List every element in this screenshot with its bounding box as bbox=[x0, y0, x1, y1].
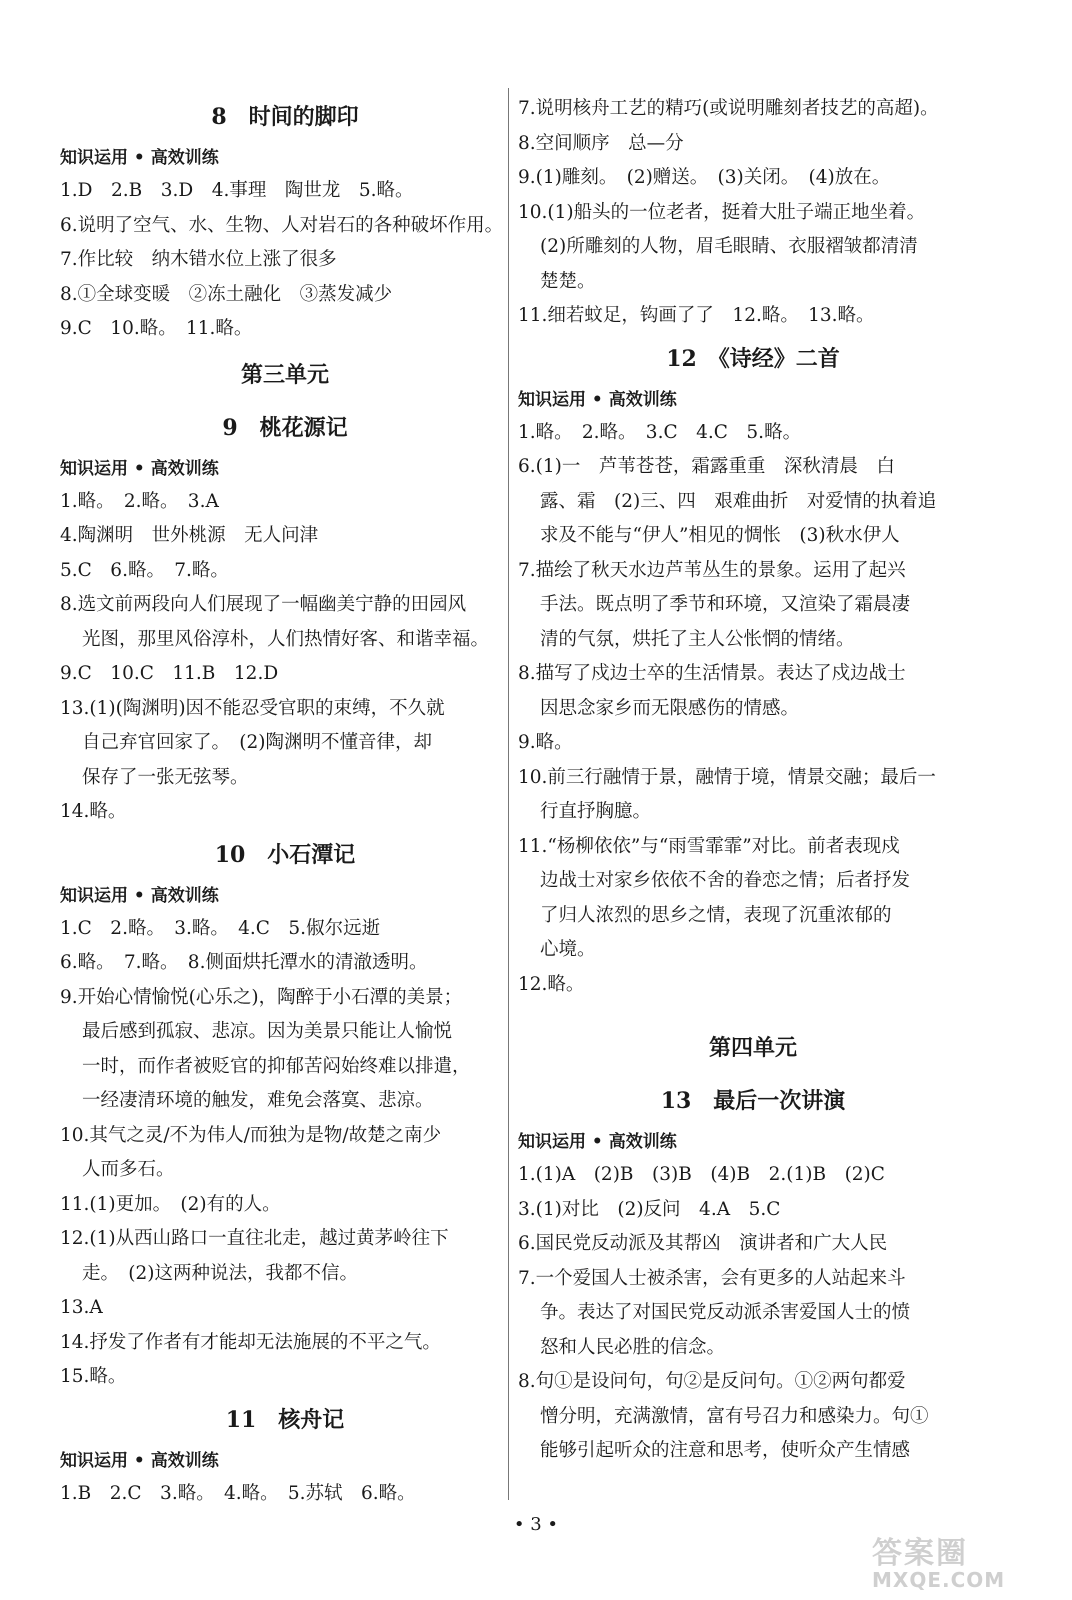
section-title-12: 12 《诗经》二首 bbox=[666, 345, 840, 372]
watermark-top: 答案圈 bbox=[872, 1536, 968, 1571]
unit-heading-4: 第四单元 bbox=[708, 1035, 797, 1061]
answer-line: 15.略。 bbox=[60, 1366, 127, 1387]
answer-line: 边战士对家乡依依不舍的眷恋之情；后者抒发 bbox=[540, 870, 911, 891]
unit-heading-3: 第三单元 bbox=[240, 361, 329, 388]
answer-line: 12.略。 bbox=[518, 973, 585, 995]
answer-line: 9.C 10.C 11.B 12.D bbox=[60, 663, 279, 684]
section-title-8: 8 时间的脚印 bbox=[211, 104, 359, 130]
answer-line: 手法。既点明了季节和环境，又渲染了霜晨凄 bbox=[540, 594, 911, 615]
answer-line: 5.C 6.略。 7.略。 bbox=[60, 559, 229, 581]
answer-line: 行直抒胸臆。 bbox=[540, 801, 652, 822]
answer-line: 争。表达了对国民党反动派杀害爱国人士的愤 bbox=[540, 1302, 911, 1323]
answer-line: 6.国民党反动派及其帮凶 演讲者和广大人民 bbox=[518, 1233, 888, 1254]
answer-line: 13.(1)(陶渊明)因不能忍受官职的束缚，不久就 bbox=[60, 697, 445, 719]
answer-line: 人而多石。 bbox=[82, 1159, 175, 1180]
section-title-9: 9 桃花源记 bbox=[222, 414, 348, 441]
answer-line: 9.略。 bbox=[518, 732, 573, 753]
answer-line: 7.描绘了秋天水边芦苇丛生的景象。运用了起兴 bbox=[518, 559, 906, 581]
answer-line: 怒和人民必胜的信念。 bbox=[540, 1336, 726, 1358]
answer-line: 1.D 2.B 3.D 4.事理 陶世龙 5.略。 bbox=[60, 180, 414, 201]
answer-line: 一经凄清环境的触发，难免会落寞、悲凉。 bbox=[82, 1090, 434, 1111]
answer-line: 走。 (2)这两种说法，我都不信。 bbox=[82, 1262, 358, 1284]
answer-line: 8.句①是设问句，句②是反问句。①②两句都爱 bbox=[518, 1371, 906, 1392]
answer-line: 了归人浓烈的思乡之情，表现了沉重浓郁的 bbox=[540, 904, 892, 926]
answer-line: 1.略。 2.略。 3.C 4.C 5.略。 bbox=[518, 421, 802, 443]
answer-line: 6.略。 7.略。 8.侧面烘托潭水的清澈透明。 bbox=[60, 952, 428, 973]
answer-line: 求及不能与“伊人”相见的惆怅 (3)秋水伊人 bbox=[540, 525, 900, 546]
answer-line: 8.描写了戍边士卒的生活情景。表达了戍边战士 bbox=[518, 663, 906, 684]
spacer bbox=[518, 1002, 988, 1020]
answer-line: 8.选文前两段向人们展现了一幅幽美宁静的田园风 bbox=[60, 594, 467, 615]
left-column bbox=[60, 92, 510, 1511]
answer-line: 1.C 2.略。 3.略。 4.C 5.俶尔远逝 bbox=[60, 917, 381, 939]
subtitle-9: 知识运用 • 高效训练 bbox=[60, 458, 219, 479]
answer-line: 14.略。 bbox=[60, 801, 127, 822]
answer-line: 13.A bbox=[60, 1297, 103, 1318]
answer-line: 10.其气之灵/不为伟人/而独为是物/故楚之南少 bbox=[60, 1124, 442, 1146]
answer-line: 10.前三行融情于景，融情于境，情景交融；最后一 bbox=[518, 766, 936, 788]
answer-line: 11.细若蚊足，钩画了了 12.略。 13.略。 bbox=[518, 305, 875, 326]
answer-line: 8.①全球变暖 ②冻土融化 ③蒸发减少 bbox=[60, 283, 393, 305]
answer-line: 9.C 10.略。 11.略。 bbox=[60, 318, 253, 339]
answer-line: 3.(1)对比 (2)反问 4.A 5.C bbox=[518, 1198, 781, 1220]
answer-line: 光图，那里风俗淳朴，人们热情好客、和谐幸福。 bbox=[82, 628, 490, 650]
answer-line: 一时，而作者被贬官的抑郁苦闷始终难以排遣， bbox=[82, 1055, 471, 1077]
answer-line: 4.陶渊明 世外桃源 无人问津 bbox=[60, 525, 319, 546]
answer-line: 6.(1)一 芦苇苍苍，霜露重重 深秋清晨 白 bbox=[518, 456, 895, 477]
section-title-10: 10 小石潭记 bbox=[214, 841, 356, 868]
answer-line: 7.说明核舟工艺的精巧(或说明雕刻者技艺的高超)。 bbox=[518, 98, 939, 119]
answer-line: 自己弃官回家了。 (2)陶渊明不懂音律，却 bbox=[82, 732, 432, 753]
answer-line: 1.(1)A (2)B (3)B (4)B 2.(1)B (2)C bbox=[518, 1164, 885, 1185]
answer-line: (2)所雕刻的人物，眉毛眼睛、衣服褶皱都清清 bbox=[540, 236, 918, 257]
answer-line: 11.(1)更加。 (2)有的人。 bbox=[60, 1193, 281, 1215]
subtitle-11: 知识运用 • 高效训练 bbox=[60, 1450, 219, 1471]
answer-line: 憎分明，充满激情，富有号召力和感染力。句① bbox=[540, 1405, 929, 1427]
answer-line: 1.略。 2.略。 3.A bbox=[60, 490, 219, 512]
answer-line: 8.空间顺序 总—分 bbox=[518, 132, 684, 154]
subtitle-8: 知识运用 • 高效训练 bbox=[60, 148, 219, 168]
answer-line: 10.(1)船头的一位老者，挺着大肚子端正地坐着。 bbox=[518, 201, 926, 223]
section-title-11: 11 核舟记 bbox=[225, 1406, 345, 1433]
answer-line: 最后感到孤寂、悲凉。因为美景只能让人愉悦 bbox=[82, 1021, 453, 1042]
subtitle-13: 知识运用 • 高效训练 bbox=[518, 1132, 677, 1152]
subtitle-10: 知识运用 • 高效训练 bbox=[60, 885, 219, 906]
answer-line: 11.“杨柳依依”与“雨雪霏霏”对比。前者表现戍 bbox=[518, 835, 900, 857]
answer-line: 因思念家乡而无限感伤的情感。 bbox=[540, 697, 800, 719]
answer-line: 楚楚。 bbox=[540, 270, 596, 292]
answer-line: 1.B 2.C 3.略。 4.略。 5.苏轼 6.略。 bbox=[60, 1482, 416, 1504]
answer-line: 7.作比较 纳木错水位上涨了很多 bbox=[60, 249, 337, 270]
answer-line: 清的气氛，烘托了主人公怅惘的情绪。 bbox=[540, 628, 855, 650]
answer-line: 6.说明了空气、水、生物、人对岩石的各种破坏作用。 bbox=[60, 214, 504, 236]
watermark-logo bbox=[872, 1528, 1005, 1592]
answer-line: 露、霜 (2)三、四 艰难曲折 对爱情的执着追 bbox=[540, 490, 937, 512]
section-title-13: 13 最后一次讲演 bbox=[660, 1088, 846, 1114]
right-column bbox=[518, 92, 988, 1469]
answer-line: 14.抒发了作者有才能却无法施展的不平之气。 bbox=[60, 1331, 441, 1353]
answer-line: 心境。 bbox=[540, 939, 596, 960]
answer-line: 7.一个爱国人士被杀害，会有更多的人站起来斗 bbox=[518, 1267, 906, 1289]
subtitle-12: 知识运用 • 高效训练 bbox=[518, 389, 677, 410]
answer-line: 9.开始心情愉悦(心乐之)，陶醉于小石潭的美景； bbox=[60, 986, 463, 1008]
watermark-bottom: MXQE.COM bbox=[872, 1568, 1006, 1592]
page-number: • 3 • bbox=[513, 1514, 559, 1535]
answer-line: 能够引起听众的注意和思考，使听众产生情感 bbox=[540, 1440, 911, 1461]
answer-line: 9.(1)雕刻。 (2)赠送。 (3)关闭。 (4)放在。 bbox=[518, 167, 891, 188]
answer-line: 12.(1)从西山路口一直往北走，越过黄茅岭往下 bbox=[60, 1228, 449, 1249]
answer-line: 保存了一张无弦琴。 bbox=[82, 766, 249, 788]
